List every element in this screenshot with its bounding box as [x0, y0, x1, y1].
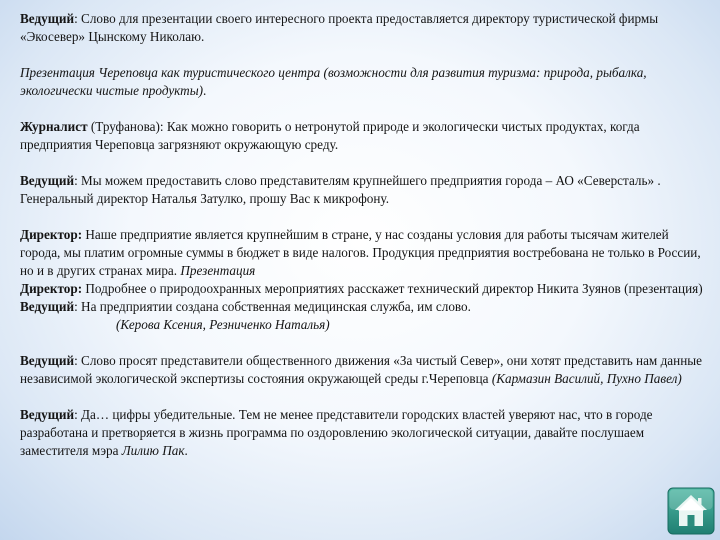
speaker-label: Директор:: [20, 227, 83, 242]
speaker-label: Ведущий: [20, 173, 75, 188]
slide-text: [20, 10, 705, 478]
italic-note: Презентация Череповца как туристического центра (возможности для развития туризма: природа, рыбалка, экологически чистые продукты): [20, 65, 647, 98]
paragraph-tail: .: [184, 443, 188, 458]
paragraph-host-medical: [20, 298, 705, 334]
paragraph-director-1: [20, 226, 705, 280]
home-icon: [667, 487, 715, 535]
paragraph-journalist: [20, 118, 705, 154]
paragraph-host-city: [20, 406, 705, 460]
speaker-label: Ведущий: [20, 407, 75, 422]
paragraph-text: Подробнее о природоохранных мероприятиях расскажет технический директор Никита Зуянов (презентация): [82, 281, 703, 296]
paragraph-tail: .: [203, 83, 207, 98]
italic-note: (Кармазин Василий, Пухно Павел): [491, 371, 682, 386]
paragraph-text: (Труфанова): Как можно говорить о нетронутой природе и экологически чистых продуктах, когда предприятия Череповца загрязняют окружающую среду.: [20, 119, 640, 152]
paragraph-host-intro: [20, 10, 705, 46]
home-button[interactable]: [667, 487, 715, 535]
italic-note: Лилию Пак: [121, 443, 185, 458]
speaker-label: Директор:: [20, 281, 83, 296]
paragraph-host-ecology: [20, 352, 705, 388]
speaker-label: Журналист: [20, 119, 88, 134]
paragraph-text: Наше предприятие является крупнейшим в стране, у нас созданы условия для работы тысячам жителей города, мы платим огромные суммы в бюджет в виде налогов. Продукция предприятия востребована не только в России, но и в других странах мира.: [20, 227, 701, 278]
italic-note: Презентация: [180, 263, 256, 278]
paragraph-presentation-note: [20, 64, 705, 100]
italic-note: (Керова Ксения, Резниченко Наталья): [116, 317, 330, 332]
paragraph-text: : Слово для презентации своего интересного проекта предоставляется директору туристической фирмы «Экосевер» Цынскому Николаю.: [20, 11, 659, 44]
paragraph-text: : На предприятии создана собственная медицинская служба, им слово.: [74, 299, 471, 314]
paragraph-text: : Да… цифры убедительные. Тем не менее представители городских властей уверяют нас, что в городе разработана и претворяется в жизнь программа по оздоровлению экологической ситуации, давайте послушаем заместителя мэра: [20, 407, 653, 458]
speaker-label: Ведущий: [20, 353, 75, 368]
paragraph-host-severstal: [20, 172, 705, 208]
speaker-label: Ведущий: [20, 11, 75, 26]
paragraph-text: : Слово просят представители общественного движения «За чистый Север», они хотят представить нам данные независимой экологической экспертизы состояния окружающей среды г.Череповца: [20, 353, 702, 386]
speaker-label: Ведущий: [20, 299, 75, 314]
paragraph-text: : Мы можем предоставить слово представителям крупнейшего предприятия города – АО «Северсталь» . Генеральный директор Наталья Затулко, прошу Вас к микрофону.: [20, 173, 661, 206]
paragraph-director-2: [20, 280, 705, 298]
